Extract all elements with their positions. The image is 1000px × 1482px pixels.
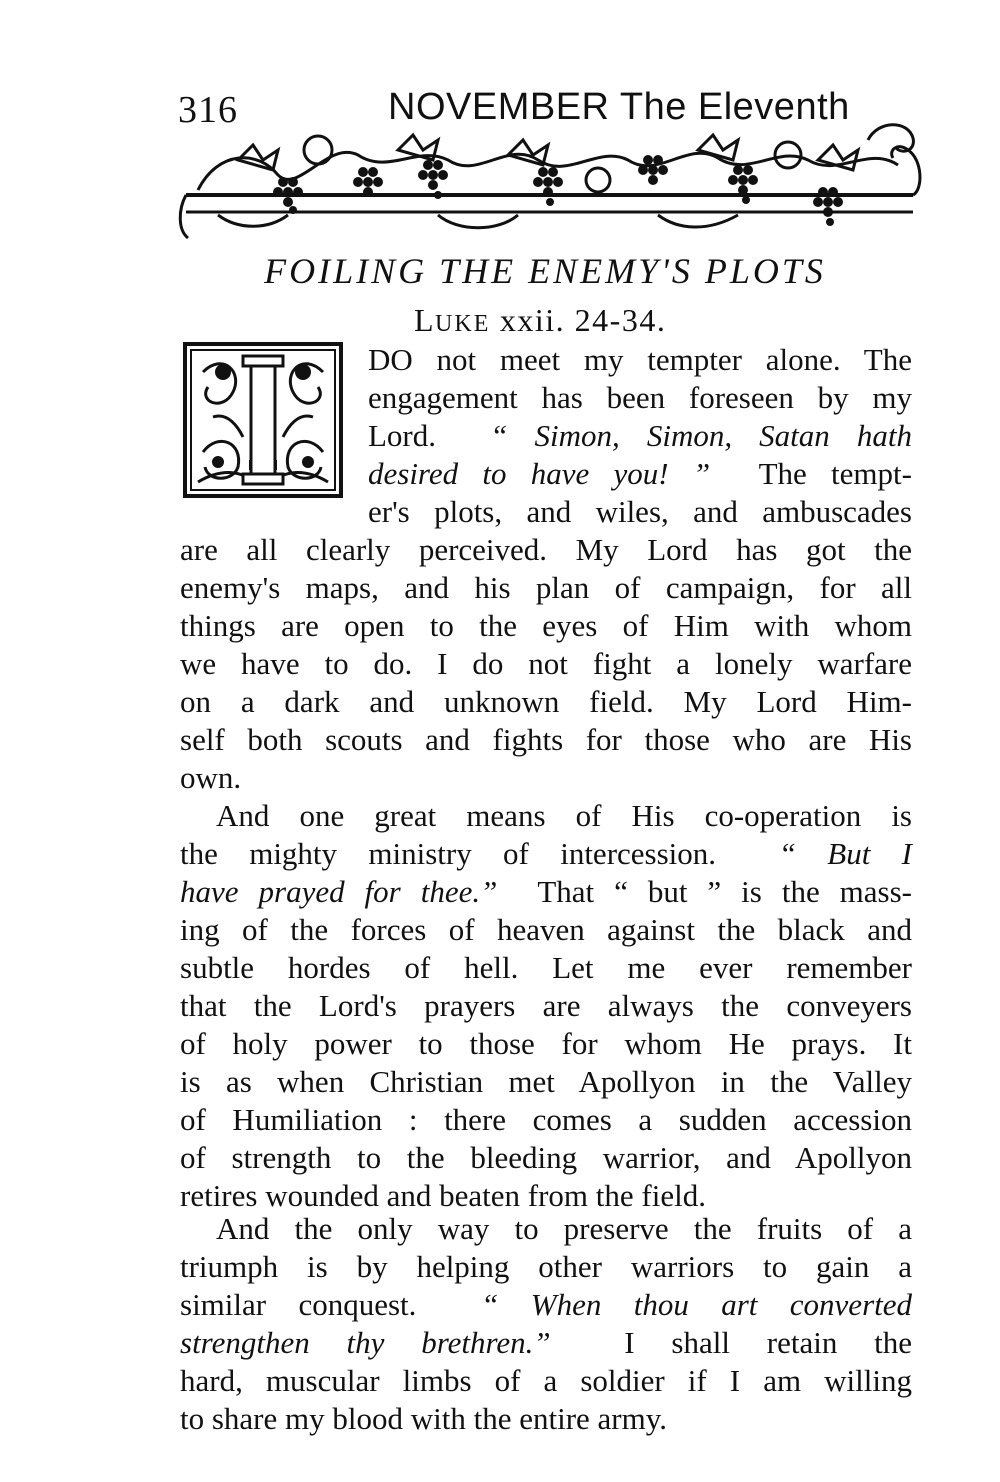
text-line: engagement has been foreseen by my: [368, 380, 912, 415]
text-line: of strength to the bleeding warrior, and Apollyon: [180, 1140, 912, 1175]
text-line: ing of the forces of heaven against the black and: [180, 912, 912, 947]
text-line: have prayed for thee.” That “ but ” is the mass-: [180, 874, 913, 909]
text-line: hard, muscular limbs of a soldier if I am willing: [180, 1363, 912, 1398]
text-line: are all clearly perceived. My Lord has got the: [180, 532, 912, 567]
text-line: retires wounded and beaten from the field.: [180, 1178, 706, 1213]
text-line: is as when Christian met Apollyon in the Valley: [180, 1064, 912, 1099]
text-line: we have to do. I do not fight a lonely warfare: [180, 646, 912, 681]
text-line: er's plots, and wiles, and ambuscades: [368, 494, 912, 529]
chapter-title: FOILING THE ENEMY'S PLOTS: [264, 251, 826, 291]
grapevine-banner-ornament: [178, 120, 923, 245]
text-line: of holy power to those for whom He prays. It: [180, 1026, 912, 1061]
paragraph-1: [180, 341, 912, 797]
text-line: the mighty ministry of intercession. “ But I: [180, 836, 912, 871]
text-line: that the Lord's prayers are always the conveyers: [180, 988, 912, 1023]
text-line: to share my blood with the entire army.: [180, 1401, 667, 1436]
text-line: of Humiliation : there comes a sudden accession: [180, 1102, 912, 1137]
text-line: And one great means of His co-operation is: [216, 798, 912, 833]
reference-chapter-verses: xxii. 24-34.: [499, 302, 667, 338]
text-line: own.: [180, 760, 242, 795]
text-line: subtle hordes of hell. Let me ever remember: [180, 950, 912, 985]
reference-book-rest: UKE: [435, 311, 491, 337]
running-head: NOVEMBER The Eleventh: [388, 86, 850, 128]
text-line: enemy's maps, and his plan of campaign, for all: [180, 570, 912, 605]
text-line: self both scouts and fights for those who are His: [180, 722, 912, 757]
text-line: And the only way to preserve the fruits of a: [216, 1211, 912, 1246]
text-line: similar conquest. “ When thou art converted: [180, 1287, 912, 1322]
scripture-reference: [414, 302, 666, 339]
page-number: 316: [178, 89, 238, 131]
text-line: desired to have you! ” The tempt-: [368, 456, 912, 491]
text-line: Lord. “ Simon, Simon, Satan hath: [368, 418, 912, 453]
text-line: things are open to the eyes of Him with whom: [180, 608, 912, 643]
paragraph-2: [180, 797, 912, 1215]
text-line: DO not meet my tempter alone. The: [368, 342, 912, 377]
text-line: strengthen thy brethren.” I shall retain the: [180, 1325, 913, 1360]
text-line: triumph is by helping other warriors to gain a: [180, 1249, 912, 1284]
paragraph-3: [180, 1210, 912, 1438]
text-line: on a dark and unknown field. My Lord Him-: [180, 684, 912, 719]
reference-book-initial: L: [414, 302, 436, 338]
